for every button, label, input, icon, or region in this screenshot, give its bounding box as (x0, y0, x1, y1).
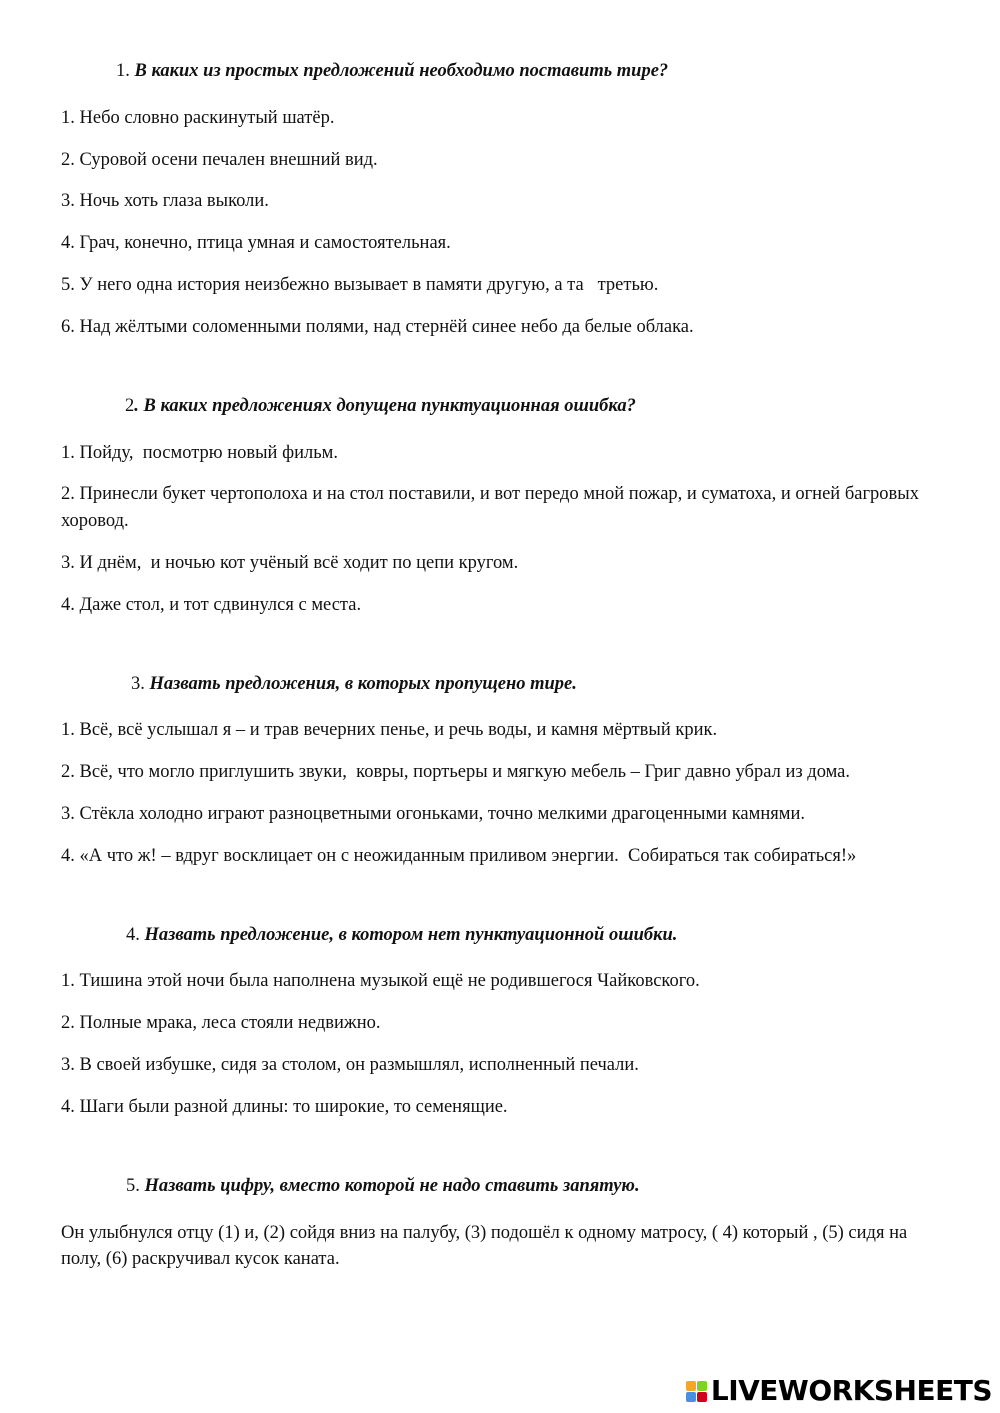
question-4-text: Назвать предложение, в котором нет пунктуационной ошибки. (144, 924, 678, 945)
question-3-number: 3. (131, 673, 145, 694)
question-3-item-2: 2. Всё, что могло приглушить звуки, ковры, портьеры и мягкую мебель – Григ давно убрал из дома. (61, 762, 851, 783)
question-5-number: 5. (126, 1175, 140, 1196)
question-1-title (61, 58, 941, 85)
liveworksheets-logo (686, 1374, 992, 1407)
question-4-number: 4. (126, 924, 140, 945)
logo-mark-icon (686, 1381, 707, 1402)
question-3-item-3: 3. Стёкла холодно играют разноцветными огоньками, точно мелкими драгоценными камнями. (61, 804, 805, 824)
question-2-item-3: 3. И днём, и ночью кот учёный всё ходит по цепи кругом. (61, 552, 519, 573)
question-4 (61, 922, 941, 1121)
logo-text: LIVEWORKSHEETS (710, 1374, 992, 1407)
question-1-item-6: 6. Над жёлтыми соломенными полями, над стернёй синее небо да белые облака. (61, 316, 694, 337)
question-5 (61, 1173, 941, 1273)
question-1-item-5: 5. У него одна история неизбежно вызывает в памяти другую, а та третью. (61, 275, 659, 296)
question-2-title (61, 393, 941, 420)
question-1-item-3: 3. Ночь хоть глаза выколи. (61, 191, 269, 212)
question-2-item-1: 1. Пойду, посмотрю новый фильм. (61, 442, 338, 463)
question-1-item-2: 2. Суровой осени печален внешний вид. (61, 149, 378, 170)
question-3-item-4: 4. «А что ж! – вдруг восклицает он с неожиданным приливом энергии. Собираться так собираться!» (61, 845, 857, 866)
logo-mark-square-3 (686, 1392, 696, 1402)
question-4-title (61, 922, 941, 949)
question-4-item-3: 3. В своей избушке, сидя за столом, он размышлял, исполненный печали. (61, 1055, 639, 1076)
worksheet-page (61, 58, 941, 1288)
question-2-number: 2 (125, 395, 135, 416)
logo-mark-square-1 (686, 1381, 696, 1391)
question-4-item-1: 1. Тишина этой ночи была наполнена музыкой ещё не родившегося Чайковского. (61, 971, 700, 992)
question-5-title (61, 1173, 941, 1200)
logo-mark-square-2 (697, 1381, 707, 1391)
question-3-item-1: 1. Всё, всё услышал я – и трав вечерних пенье, и речь воды, и камня мёртвый крик. (61, 720, 718, 741)
question-1-item-1: 1. Небо словно раскинутый шатёр. (61, 107, 335, 128)
logo-mark-square-4 (697, 1392, 707, 1402)
question-2-item-2: 2. Принесли букет чертополоха и на стол поставили, и вот передо мной пожар, и суматоха, и огней багровых хоровод. (61, 484, 924, 532)
question-4-item-4: 4. Шаги были разной длины: то широкие, то семенящие. (61, 1096, 508, 1117)
question-5-item-1: Он улыбнулся отцу (1) и, (2) сойдя вниз на палубу, (3) подошёл к одному матросу, ( 4) который , (5) сидя на полу, (6) раскручивал кусок каната. (61, 1222, 912, 1270)
question-1-text: В каких из простых предложений необходимо поставить тире? (134, 61, 669, 81)
question-4-item-2: 2. Полные мрака, леса стояли недвижно. (61, 1013, 381, 1034)
question-5-text: Назвать цифру, вместо которой не надо ставить запятую. (144, 1175, 640, 1196)
question-3-text: Назвать предложения, в которых пропущено тире. (149, 673, 577, 694)
question-1 (61, 58, 941, 341)
question-3 (61, 671, 941, 870)
question-2-text: . В каких предложениях допущена пунктуационная ошибка? (134, 395, 636, 416)
question-1-item-4: 4. Грач, конечно, птица умная и самостоятельная. (61, 233, 451, 254)
question-3-title (61, 671, 941, 698)
question-1-number: 1. (116, 61, 130, 81)
question-2 (61, 393, 941, 619)
question-2-item-4: 4. Даже стол, и тот сдвинулся с места. (61, 594, 362, 615)
